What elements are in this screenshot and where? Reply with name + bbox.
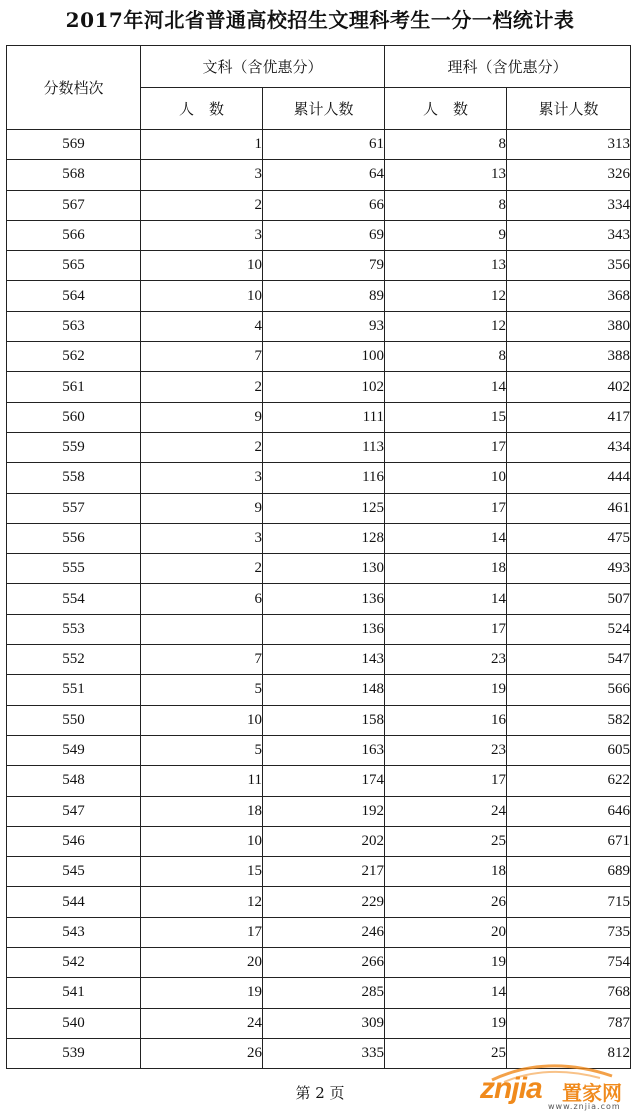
table-row bbox=[7, 796, 631, 826]
table-row bbox=[7, 130, 631, 160]
header-wenke-count: 人 数 bbox=[141, 88, 263, 130]
table-row bbox=[7, 978, 631, 1008]
wenke-count-cell: 17 bbox=[141, 917, 263, 947]
table-row bbox=[7, 917, 631, 947]
wenke-count-cell: 10 bbox=[141, 826, 263, 856]
like-cumulative-cell: 715 bbox=[507, 887, 631, 917]
table-row bbox=[7, 584, 631, 614]
like-count-cell: 8 bbox=[385, 130, 507, 160]
wenke-cumulative-cell: 116 bbox=[263, 463, 385, 493]
score-cell: 541 bbox=[7, 978, 141, 1008]
like-cumulative-cell: 402 bbox=[507, 372, 631, 402]
score-cell: 560 bbox=[7, 402, 141, 432]
wenke-count-cell: 24 bbox=[141, 1008, 263, 1038]
like-cumulative-cell: 356 bbox=[507, 251, 631, 281]
like-cumulative-cell: 368 bbox=[507, 281, 631, 311]
wenke-count-cell: 10 bbox=[141, 705, 263, 735]
wenke-count-cell: 7 bbox=[141, 342, 263, 372]
table-row bbox=[7, 342, 631, 372]
like-cumulative-cell: 461 bbox=[507, 493, 631, 523]
wenke-cumulative-cell: 125 bbox=[263, 493, 385, 523]
score-cell: 557 bbox=[7, 493, 141, 523]
score-cell: 564 bbox=[7, 281, 141, 311]
like-cumulative-cell: 768 bbox=[507, 978, 631, 1008]
like-cumulative-cell: 313 bbox=[507, 130, 631, 160]
wenke-cumulative-cell: 163 bbox=[263, 735, 385, 765]
like-cumulative-cell: 417 bbox=[507, 402, 631, 432]
like-cumulative-cell: 434 bbox=[507, 432, 631, 462]
header-like-cumulative: 累计人数 bbox=[507, 88, 631, 130]
score-distribution-table bbox=[6, 45, 631, 1069]
header-wenke-cumulative: 累计人数 bbox=[263, 88, 385, 130]
wenke-cumulative-cell: 130 bbox=[263, 554, 385, 584]
wenke-cumulative-cell: 309 bbox=[263, 1008, 385, 1038]
wenke-count-cell: 10 bbox=[141, 281, 263, 311]
like-count-cell: 16 bbox=[385, 705, 507, 735]
wenke-count-cell: 6 bbox=[141, 584, 263, 614]
like-cumulative-cell: 493 bbox=[507, 554, 631, 584]
table-row bbox=[7, 948, 631, 978]
like-count-cell: 25 bbox=[385, 1038, 507, 1068]
wenke-count-cell: 11 bbox=[141, 766, 263, 796]
table-row bbox=[7, 463, 631, 493]
wenke-count-cell: 3 bbox=[141, 160, 263, 190]
wenke-count-cell: 9 bbox=[141, 493, 263, 523]
watermark-brand: znjia bbox=[480, 1072, 542, 1105]
wenke-cumulative-cell: 136 bbox=[263, 584, 385, 614]
wenke-count-cell: 10 bbox=[141, 251, 263, 281]
like-count-cell: 14 bbox=[385, 584, 507, 614]
wenke-count-cell: 3 bbox=[141, 523, 263, 553]
wenke-count-cell: 1 bbox=[141, 130, 263, 160]
like-cumulative-cell: 582 bbox=[507, 705, 631, 735]
wenke-cumulative-cell: 93 bbox=[263, 311, 385, 341]
wenke-count-cell: 3 bbox=[141, 463, 263, 493]
site-watermark-logo bbox=[452, 1058, 632, 1112]
like-cumulative-cell: 507 bbox=[507, 584, 631, 614]
wenke-cumulative-cell: 66 bbox=[263, 190, 385, 220]
like-count-cell: 20 bbox=[385, 917, 507, 947]
score-cell: 562 bbox=[7, 342, 141, 372]
like-count-cell: 24 bbox=[385, 796, 507, 826]
wenke-count-cell: 26 bbox=[141, 1038, 263, 1068]
watermark-cn: 置家网 bbox=[562, 1081, 622, 1105]
score-cell: 550 bbox=[7, 705, 141, 735]
score-cell: 540 bbox=[7, 1008, 141, 1038]
like-count-cell: 15 bbox=[385, 402, 507, 432]
table-row bbox=[7, 857, 631, 887]
table-row bbox=[7, 826, 631, 856]
wenke-count-cell: 5 bbox=[141, 735, 263, 765]
like-count-cell: 19 bbox=[385, 1008, 507, 1038]
wenke-cumulative-cell: 111 bbox=[263, 402, 385, 432]
wenke-cumulative-cell: 102 bbox=[263, 372, 385, 402]
wenke-count-cell: 18 bbox=[141, 796, 263, 826]
like-count-cell: 25 bbox=[385, 826, 507, 856]
score-cell: 554 bbox=[7, 584, 141, 614]
like-count-cell: 18 bbox=[385, 554, 507, 584]
wenke-cumulative-cell: 192 bbox=[263, 796, 385, 826]
wenke-cumulative-cell: 229 bbox=[263, 887, 385, 917]
like-count-cell: 17 bbox=[385, 766, 507, 796]
like-cumulative-cell: 334 bbox=[507, 190, 631, 220]
like-count-cell: 14 bbox=[385, 978, 507, 1008]
score-cell: 569 bbox=[7, 130, 141, 160]
watermark-url: www.znjia.com bbox=[548, 1102, 621, 1111]
like-cumulative-cell: 787 bbox=[507, 1008, 631, 1038]
wenke-cumulative-cell: 136 bbox=[263, 614, 385, 644]
wenke-count-cell: 9 bbox=[141, 402, 263, 432]
table-row bbox=[7, 402, 631, 432]
table-row bbox=[7, 705, 631, 735]
wenke-cumulative-cell: 217 bbox=[263, 857, 385, 887]
wenke-count-cell bbox=[141, 614, 263, 644]
score-cell: 542 bbox=[7, 948, 141, 978]
wenke-count-cell: 2 bbox=[141, 432, 263, 462]
wenke-cumulative-cell: 202 bbox=[263, 826, 385, 856]
like-cumulative-cell: 547 bbox=[507, 645, 631, 675]
wenke-count-cell: 15 bbox=[141, 857, 263, 887]
wenke-cumulative-cell: 79 bbox=[263, 251, 385, 281]
wenke-count-cell: 2 bbox=[141, 372, 263, 402]
like-count-cell: 26 bbox=[385, 887, 507, 917]
score-cell: 544 bbox=[7, 887, 141, 917]
wenke-count-cell: 20 bbox=[141, 948, 263, 978]
header-like-count: 人 数 bbox=[385, 88, 507, 130]
like-cumulative-cell: 812 bbox=[507, 1038, 631, 1068]
header-score-band: 分数档次 bbox=[7, 46, 141, 130]
wenke-count-cell: 4 bbox=[141, 311, 263, 341]
wenke-cumulative-cell: 128 bbox=[263, 523, 385, 553]
table-row bbox=[7, 190, 631, 220]
wenke-cumulative-cell: 266 bbox=[263, 948, 385, 978]
wenke-cumulative-cell: 246 bbox=[263, 917, 385, 947]
table-row bbox=[7, 220, 631, 250]
like-count-cell: 12 bbox=[385, 281, 507, 311]
table-row bbox=[7, 523, 631, 553]
like-cumulative-cell: 475 bbox=[507, 523, 631, 553]
wenke-cumulative-cell: 143 bbox=[263, 645, 385, 675]
like-cumulative-cell: 605 bbox=[507, 735, 631, 765]
page-title: 2017年河北省普通高校招生文理科考生一分一档统计表 bbox=[65, 8, 575, 32]
wenke-count-cell: 12 bbox=[141, 887, 263, 917]
table-row bbox=[7, 675, 631, 705]
wenke-cumulative-cell: 89 bbox=[263, 281, 385, 311]
score-cell: 559 bbox=[7, 432, 141, 462]
like-count-cell: 10 bbox=[385, 463, 507, 493]
score-cell: 563 bbox=[7, 311, 141, 341]
like-cumulative-cell: 671 bbox=[507, 826, 631, 856]
table-row bbox=[7, 281, 631, 311]
like-cumulative-cell: 388 bbox=[507, 342, 631, 372]
wenke-cumulative-cell: 100 bbox=[263, 342, 385, 372]
like-count-cell: 13 bbox=[385, 251, 507, 281]
wenke-cumulative-cell: 69 bbox=[263, 220, 385, 250]
like-cumulative-cell: 380 bbox=[507, 311, 631, 341]
wenke-count-cell: 2 bbox=[141, 554, 263, 584]
score-cell: 545 bbox=[7, 857, 141, 887]
score-cell: 565 bbox=[7, 251, 141, 281]
score-cell: 543 bbox=[7, 917, 141, 947]
wenke-cumulative-cell: 64 bbox=[263, 160, 385, 190]
wenke-cumulative-cell: 158 bbox=[263, 705, 385, 735]
score-cell: 558 bbox=[7, 463, 141, 493]
wenke-cumulative-cell: 335 bbox=[263, 1038, 385, 1068]
wenke-cumulative-cell: 174 bbox=[263, 766, 385, 796]
wenke-cumulative-cell: 61 bbox=[263, 130, 385, 160]
score-cell: 551 bbox=[7, 675, 141, 705]
table-row bbox=[7, 735, 631, 765]
like-count-cell: 9 bbox=[385, 220, 507, 250]
page-number: 第 2 页 bbox=[295, 1084, 345, 1102]
like-count-cell: 18 bbox=[385, 857, 507, 887]
like-count-cell: 8 bbox=[385, 190, 507, 220]
wenke-count-cell: 19 bbox=[141, 978, 263, 1008]
like-count-cell: 17 bbox=[385, 614, 507, 644]
wenke-count-cell: 3 bbox=[141, 220, 263, 250]
like-count-cell: 23 bbox=[385, 735, 507, 765]
table-row bbox=[7, 251, 631, 281]
table-row bbox=[7, 887, 631, 917]
score-cell: 556 bbox=[7, 523, 141, 553]
table-row bbox=[7, 614, 631, 644]
like-count-cell: 14 bbox=[385, 372, 507, 402]
like-count-cell: 8 bbox=[385, 342, 507, 372]
score-cell: 548 bbox=[7, 766, 141, 796]
table-row bbox=[7, 554, 631, 584]
like-cumulative-cell: 566 bbox=[507, 675, 631, 705]
like-count-cell: 12 bbox=[385, 311, 507, 341]
like-cumulative-cell: 444 bbox=[507, 463, 631, 493]
score-cell: 547 bbox=[7, 796, 141, 826]
like-count-cell: 23 bbox=[385, 645, 507, 675]
score-cell: 566 bbox=[7, 220, 141, 250]
like-cumulative-cell: 735 bbox=[507, 917, 631, 947]
header-like: 理科（含优惠分） bbox=[385, 46, 631, 88]
table-row bbox=[7, 766, 631, 796]
score-cell: 568 bbox=[7, 160, 141, 190]
wenke-count-cell: 2 bbox=[141, 190, 263, 220]
like-count-cell: 13 bbox=[385, 160, 507, 190]
table-row bbox=[7, 311, 631, 341]
header-wenke: 文科（含优惠分） bbox=[141, 46, 385, 88]
table-row bbox=[7, 1008, 631, 1038]
like-count-cell: 19 bbox=[385, 675, 507, 705]
score-cell: 549 bbox=[7, 735, 141, 765]
table-row bbox=[7, 372, 631, 402]
wenke-count-cell: 7 bbox=[141, 645, 263, 675]
wenke-cumulative-cell: 113 bbox=[263, 432, 385, 462]
like-cumulative-cell: 754 bbox=[507, 948, 631, 978]
like-count-cell: 17 bbox=[385, 493, 507, 523]
table-row bbox=[7, 432, 631, 462]
like-cumulative-cell: 622 bbox=[507, 766, 631, 796]
like-count-cell: 14 bbox=[385, 523, 507, 553]
score-cell: 546 bbox=[7, 826, 141, 856]
wenke-cumulative-cell: 285 bbox=[263, 978, 385, 1008]
like-cumulative-cell: 689 bbox=[507, 857, 631, 887]
score-cell: 561 bbox=[7, 372, 141, 402]
table-row bbox=[7, 160, 631, 190]
like-cumulative-cell: 524 bbox=[507, 614, 631, 644]
table-row bbox=[7, 645, 631, 675]
like-cumulative-cell: 343 bbox=[507, 220, 631, 250]
score-cell: 555 bbox=[7, 554, 141, 584]
score-cell: 567 bbox=[7, 190, 141, 220]
score-cell: 553 bbox=[7, 614, 141, 644]
wenke-cumulative-cell: 148 bbox=[263, 675, 385, 705]
table-row bbox=[7, 493, 631, 523]
score-cell: 552 bbox=[7, 645, 141, 675]
score-cell: 539 bbox=[7, 1038, 141, 1068]
like-cumulative-cell: 646 bbox=[507, 796, 631, 826]
like-count-cell: 19 bbox=[385, 948, 507, 978]
like-count-cell: 17 bbox=[385, 432, 507, 462]
wenke-count-cell: 5 bbox=[141, 675, 263, 705]
like-cumulative-cell: 326 bbox=[507, 160, 631, 190]
